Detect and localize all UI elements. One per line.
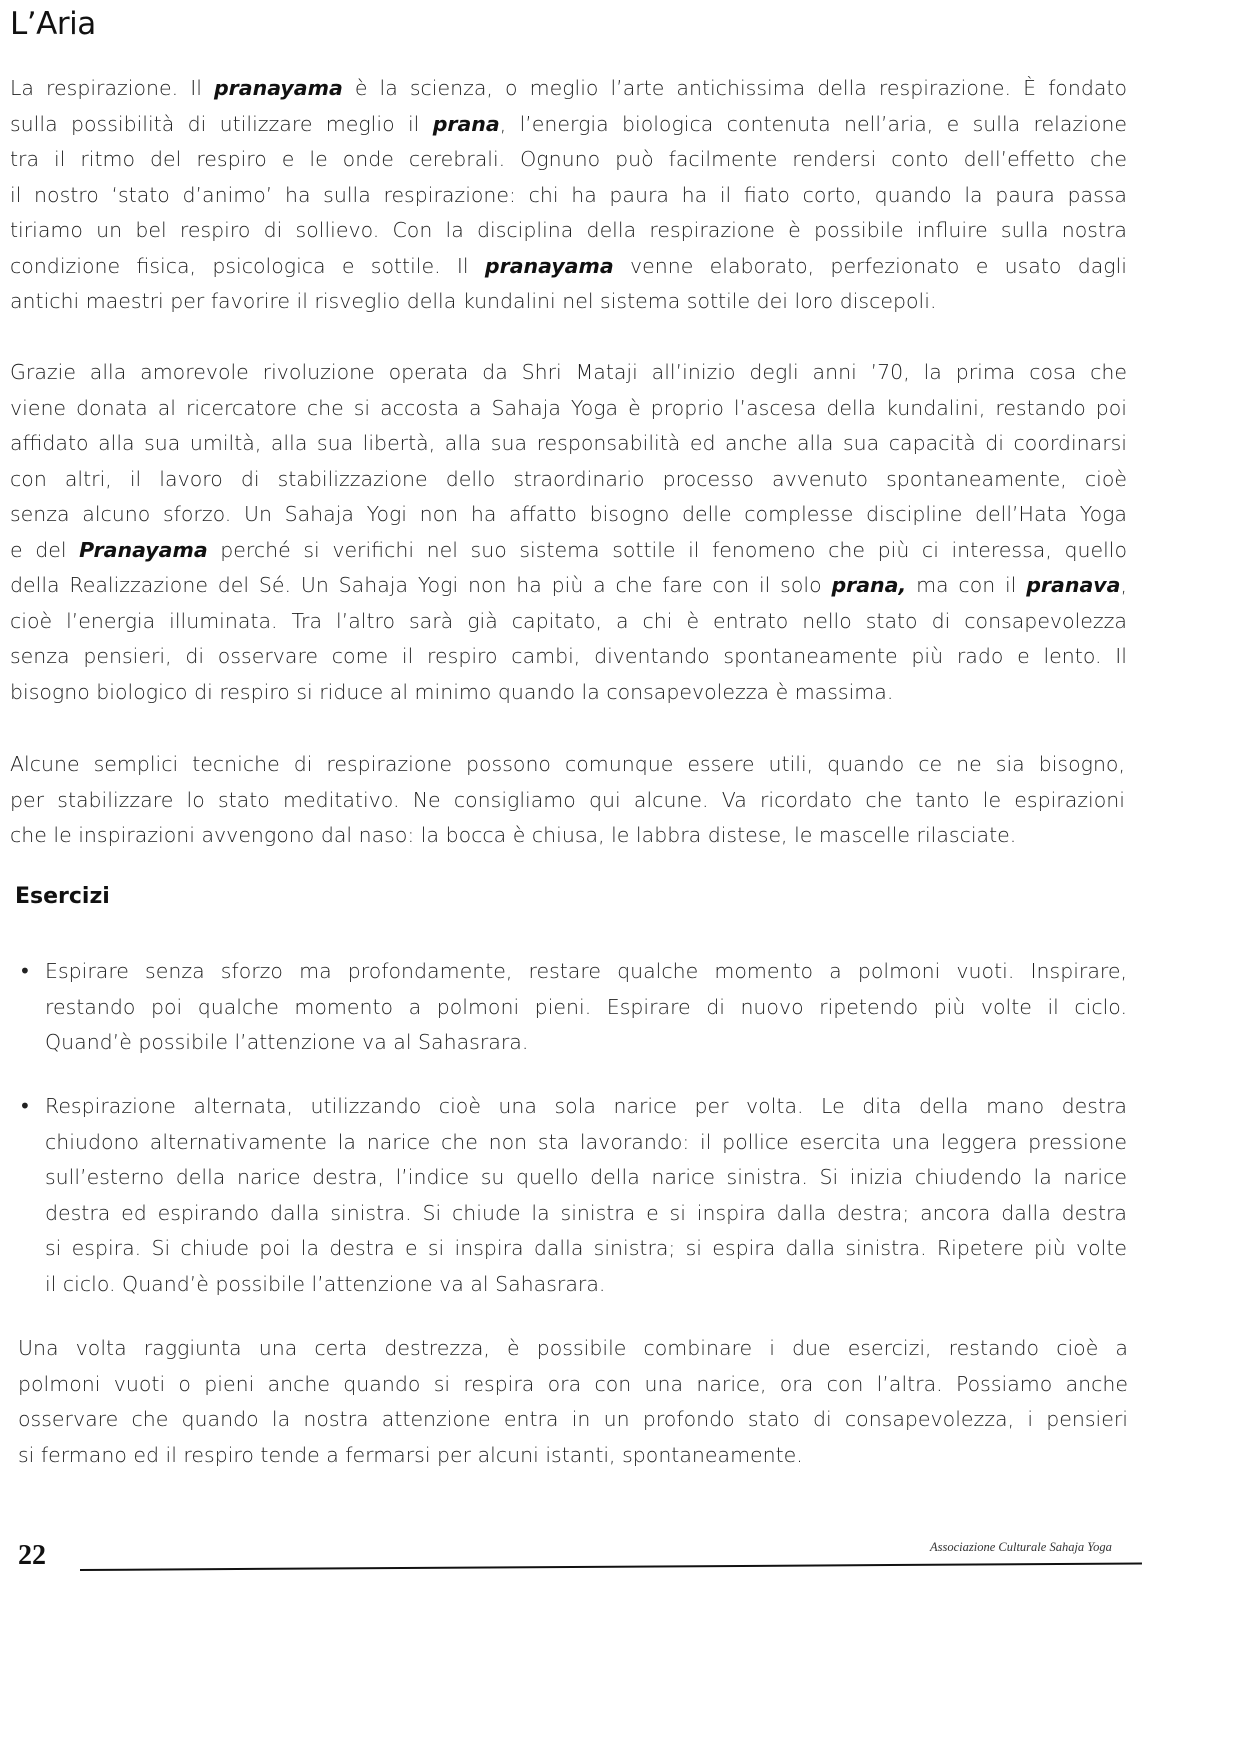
text-line (10, 390, 1127, 426)
text-run: La respirazione. Il (10, 76, 214, 100)
text-run: Respirazione alternata, utilizzando cioè una sola narice per volta. Le dita della mano destra (45, 1094, 1127, 1118)
text-line (45, 1124, 1127, 1160)
emphasized-term: Pranayama (79, 537, 208, 562)
text-run: con altri, il lavoro di stabilizzazione dello straordinario processo avvenuto spontaneamente, cioè (10, 466, 1127, 491)
text-line (45, 1088, 1127, 1124)
text-run: viene donata al ricercatore che si accosta a Sahaja Yoga è proprio l’ascesa della kundalini, restando poi (10, 395, 1127, 420)
text-line (10, 461, 1127, 497)
text-run: chiudono alternativamente la narice che non sta lavorando: il pollice esercita una leggera pressione (45, 1129, 1127, 1154)
text-run: , l’energia biologica contenuta nell’aria, e sulla relazione (499, 111, 1127, 136)
text-run: destra ed espirando dalla sinistra. Si chiude la sinistra e si inspira dalla destra; ancora dalla destra (45, 1200, 1127, 1225)
text-line (10, 177, 1127, 213)
text-run: Espirare senza sforzo ma profondamente, restare qualche momento a polmoni vuoti. Inspirare, (45, 959, 1127, 983)
text-line (10, 283, 1127, 319)
emphasized-term: pranava (1026, 573, 1121, 597)
text-run: della Realizzazione del Sé. Un Sahaja Yogi non ha più a che fare con il solo (10, 573, 832, 597)
text-line (45, 1024, 1127, 1060)
text-line (10, 425, 1127, 461)
text-run: sulla possibilità di utilizzare meglio il (10, 111, 433, 136)
text-line (10, 674, 1127, 710)
text-run: si espira. Si chiude poi la destra e si inspira dalla sinistra; si espira dalla sinistra. Ripetere più volte (45, 1236, 1127, 1260)
text-line (45, 1195, 1127, 1231)
page-title: L’Aria (10, 6, 96, 42)
text-run: restando poi qualche momento a polmoni pieni. Espirare di nuovo ripetendo più volte il ciclo. (45, 994, 1127, 1019)
text-line (10, 638, 1127, 674)
text-run: , (1120, 573, 1127, 597)
text-run: è la scienza, o meglio l’arte antichissima della respirazione. È fondato (342, 76, 1127, 100)
text-run: senza alcuno sforzo. Un Sahaja Yogi non ha affatto bisogno delle complesse discipline dell’Hata Yoga (10, 502, 1127, 526)
text-line (10, 354, 1127, 390)
text-run: condizione fisica, psicologica e sottile. Il (10, 253, 485, 278)
text-run: osservare che quando la nostra attenzione entra in un profondo stato di consapevolezza, i pensieri (18, 1407, 1128, 1431)
text-run: senza pensieri, di osservare come il respiro cambi, diventando spontaneamente più rado e lento. Il (10, 644, 1127, 668)
text-line (10, 141, 1127, 177)
text-run: che le inspirazioni avvengono dal naso: la bocca è chiusa, le labbra distese, le mascelle rilasciate. (10, 823, 1017, 847)
text-line (45, 1266, 1127, 1302)
text-run: polmoni vuoti o pieni anche quando si respira ora con una narice, ora con l’altra. Possiamo anche (18, 1371, 1128, 1396)
text-run: si fermano ed il respiro tende a fermarsi per alcuni istanti, spontaneamente. (18, 1442, 803, 1467)
text-run: cioè l’energia illuminata. Tra l’altro sarà già capitato, a chi è entrato nello stato di consapevolezza (10, 608, 1127, 633)
text-line (45, 1159, 1127, 1195)
footer-publisher: Associazione Culturale Sahaja Yoga (930, 1540, 1112, 1554)
text-line (10, 106, 1127, 142)
text-run: ma con il (906, 573, 1027, 597)
text-line (10, 567, 1127, 603)
text-line (10, 532, 1127, 568)
text-run: perché si verifichi nel suo sistema sottile il fenomeno che più ci interessa, quello (207, 537, 1127, 562)
text-run: tiriamo un bel respiro di sollievo. Con la disciplina della respirazione è possibile influire sulla nostra (10, 218, 1127, 242)
text-line (18, 1330, 1128, 1366)
text-run: sull’esterno della narice destra, l’indice su quello della narice sinistra. Si inizia chiudendo la narice (45, 1165, 1127, 1189)
text-line (10, 70, 1127, 106)
text-run: venne elaborato, perfezionato e usato dagli (613, 253, 1127, 278)
emphasized-term: prana, (831, 573, 907, 597)
text-run: affidato alla sua umiltà, alla sua libertà, alla sua responsabilità ed anche alla sua capacità di coordinarsi (10, 431, 1127, 455)
text-line (18, 1366, 1128, 1402)
text-run: tra il ritmo del respiro e le onde cerebrali. Ognuno può facilmente rendersi conto dell’effetto che (10, 147, 1127, 171)
text-line (10, 817, 1125, 853)
section-heading-exercises: Esercizi (15, 884, 110, 909)
text-line (10, 496, 1127, 532)
text-line (45, 989, 1127, 1025)
text-line (10, 782, 1125, 818)
text-run: e del (10, 537, 80, 562)
text-run: Grazie alla amorevole rivoluzione operata da Shri Mataji all’inizio degli anni ’70, la prima cosa che (10, 360, 1127, 384)
page-number: 22 (18, 1540, 46, 1571)
emphasized-term: pranayama (484, 253, 614, 278)
emphasized-term: pranayama (214, 76, 343, 100)
text-line (45, 953, 1127, 989)
text-run: il nostro ‘stato d’animo’ ha sulla respirazione: chi ha paura ha il fiato corto, quando la paura passa (10, 182, 1127, 207)
text-run: Quand’è possibile l’attenzione va al Sahasrara. (45, 1030, 529, 1054)
text-run: Una volta raggiunta una certa destrezza, è possibile combinare i due esercizi, restando cioè a (18, 1336, 1128, 1360)
text-run: il ciclo. Quand’è possibile l’attenzione va al Sahasrara. (45, 1271, 606, 1296)
bullet-icon: • (19, 959, 31, 983)
text-line (18, 1437, 1128, 1473)
text-run: per stabilizzare lo stato meditativo. Ne consigliamo qui alcune. Va ricordato che tanto le espirazioni (10, 787, 1125, 812)
text-run: bisogno biologico di respiro si riduce al minimo quando la consapevolezza è massima. (10, 679, 894, 704)
emphasized-term: prana (432, 111, 500, 136)
text-line (18, 1401, 1128, 1437)
text-line (10, 212, 1127, 248)
footer-rule (80, 1563, 1142, 1571)
text-line (10, 248, 1127, 284)
bullet-icon: • (19, 1094, 31, 1118)
text-line (45, 1230, 1127, 1266)
text-line (10, 603, 1127, 639)
text-run: antichi maestri per favorire il risveglio della kundalini nel sistema sottile dei loro discepoli. (10, 289, 937, 313)
text-run: Alcune semplici tecniche di respirazione possono comunque essere utili, quando ce ne sia bisogno, (10, 752, 1125, 776)
text-line (10, 746, 1125, 782)
